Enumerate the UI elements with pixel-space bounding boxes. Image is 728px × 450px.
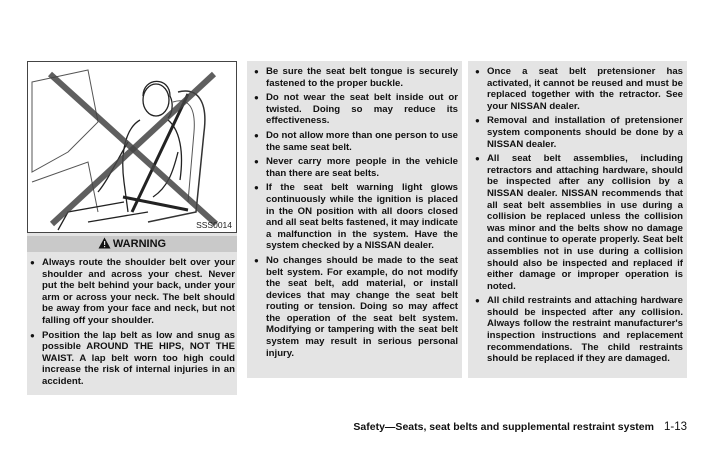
caution-list-right [472, 66, 683, 368]
list-item: ● If the seat belt warning light glows continuously while the ignition is placed in the ON position with all doors closed and all seat belts fastened, it may indicate a malfunction in the system. Have the system checked by a NISSAN dealer. [251, 182, 458, 252]
page-footer [353, 421, 687, 433]
warning-heading [27, 236, 237, 252]
list-item: ● All child restraints and attaching hardware should be inspected after any collision. Always follow the restraint manufacturer's inspection instructions and replacement recommendations. The child restraints should be replaced if they are damaged. [472, 295, 683, 365]
warning-item: ● Always route the shoulder belt over your shoulder and across your chest. Never put the belt behind your back, under your arm or across your neck. The belt should be away from your face and neck, but not falling off your shoulder. [27, 257, 235, 327]
warning-item: ● Position the lap belt as low and snug as possible AROUND THE HIPS, NOT THE WAIST. A lap belt worn too high could increase the risk of internal injuries in an accident. [27, 330, 235, 388]
list-item: ● Do not allow more than one person to use the same seat belt. [251, 130, 458, 153]
warning-list [27, 257, 235, 391]
warning-heading-text: WARNING [112, 238, 167, 250]
list-item: ● Do not wear the seat belt inside out or twisted. Doing so may reduce its effectiveness. [251, 92, 458, 127]
list-item: ● Once a seat belt pretensioner has activated, it cannot be reused and must be replaced together with the retractor. See your NISSAN dealer. [472, 66, 683, 112]
caution-list-middle [251, 66, 458, 362]
warning-column [27, 61, 237, 395]
list-item: ● No changes should be made to the seat belt system. For example, do not modify the seat belt, add material, or install devices that may change the seat belt routing or tension. Doing so may affect the operation of the seat belt system. Modifying or tampering with the seat belt system may result in serious personal injury. [251, 255, 458, 359]
seat-belt-illustration [27, 61, 237, 233]
list-item: ● Never carry more people in the vehicle than there are seat belts. [251, 156, 458, 179]
list-item: ● Removal and installation of pretensioner system components should be done by a NISSAN dealer. [472, 115, 683, 150]
list-item: ● Be sure the seat belt tongue is securely fastened to the proper buckle. [251, 66, 458, 89]
caution-column-right [468, 61, 687, 378]
caution-column-middle [247, 61, 462, 378]
incorrect-belt-routing-drawing [28, 62, 236, 232]
section-title: Safety—Seats, seat belts and supplemental restraint system [353, 421, 654, 433]
warning-triangle-icon [98, 237, 111, 254]
list-item: ● All seat belt assemblies, including retractors and attaching hardware, should be inspected after any collision by a NISSAN dealer. NISSAN recommends that all seat belt assemblies in use during a collision be replaced unless the collision was minor and the belts show no damage and continue to operate properly. Seat belt assemblies not in use during a collision should also be inspected and replaced if either damage or improper operation is noted. [472, 153, 683, 292]
page-number: 1-13 [663, 421, 687, 433]
figure-code: SSS0014 [196, 220, 232, 230]
